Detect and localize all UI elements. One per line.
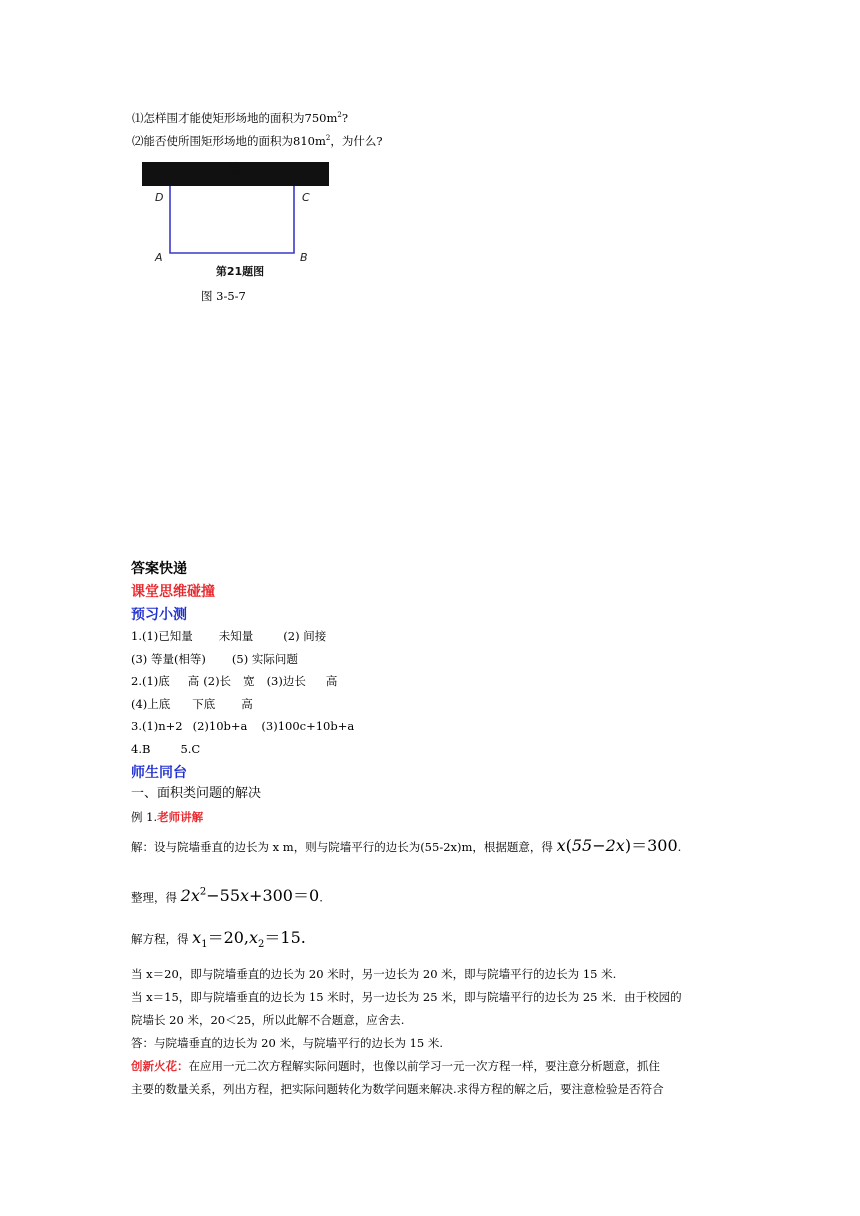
spark-line-2: 主要的数量关系，列出方程，把实际问题转化为数学问题来解决.求得方程的解之后，要注意检验是否符合 [131,1082,664,1096]
spark-label: 创新火花： [131,1059,189,1073]
equation-3: $x_1=20,x_2=15$. [192,928,306,951]
answer-line-2: (3) 等量(相等) (5) 实际问题 [131,652,298,666]
equation-2: $2x^2-55x+300=0$ [180,886,320,906]
example-label: 老师讲解 [157,810,204,824]
final-answer: 答：与院墙垂直的边长为 20 米，与院墙平行的边长为 15 米. [131,1036,444,1050]
answer-line-1: 1.(1)已知量 未知量 (2) 间接 [131,629,327,643]
equation-1: x(55−2x)＝300 [556,836,678,855]
answer-line-4: (4)上底 下底 高 [131,697,253,711]
field-rectangle [170,186,294,253]
answer-line-5: 3.(1)n+2 (2)10b+a (3)100c+10b+a [131,719,355,733]
simplify-line: 整理，得 $2x^2-55x+300=0$. [131,886,323,906]
solution-line: 解：设与院墙垂直的边长为 x m，则与院墙平行的边长为(55-2x)m，根据题意，得 x(55−2x)＝300. [131,836,682,855]
case-2-line-1: 当 x＝15，即与院墙垂直的边长为 15 米时，另一边长为 25 米，即与院墙平行的边长为 25 米．由于校园的 [131,990,682,1004]
case-1: 当 x＝20，即与院墙垂直的边长为 20 米时，另一边长为 20 米，即与院墙平行的边长为 15 米. [131,967,617,981]
label-d: D [155,191,164,204]
section-heading-2: 师生同台 [131,765,187,781]
rectangle-figure [140,158,340,283]
label-c: C [302,191,310,204]
label-a: A [155,251,163,264]
question-1: ⑴怎样围才能使矩形场地的面积为$750m^2$? [132,111,348,125]
answer-line-3: 2.(1)底 高 (2)长 宽 (3)边长 高 [131,674,338,688]
answer-line-6: 4.B 5.C [131,742,201,756]
topic-heading: 一、面积类问题的解决 [131,786,262,801]
figure-title: 第21题图 [215,265,265,278]
question-2: ⑵能否使所围矩形场地的面积为$810m^2$，为什么? [132,134,383,148]
example-line: 例 1.老师讲解 [131,810,204,824]
case-2-line-2: 院墙长 20 米，20＜25，所以此解不合题意，应舍去. [131,1013,405,1027]
subsection-heading: 预习小测 [131,607,187,623]
solve-line: 解方程，得 $x_1=20,x_2=15$. [131,928,306,951]
wall-label: 墙 [227,162,241,178]
section-heading-1: 课堂思维碰撞 [131,584,215,600]
answers-heading: 答案快递 [131,561,187,577]
spark-line-1: 创新火花：在应用一元二次方程解实际问题时，也像以前学习一元一次方程一样，要注意分析题意，抓住 [131,1059,660,1073]
label-b: B [300,251,308,264]
figure-caption: 图 3-5-7 [201,289,246,303]
